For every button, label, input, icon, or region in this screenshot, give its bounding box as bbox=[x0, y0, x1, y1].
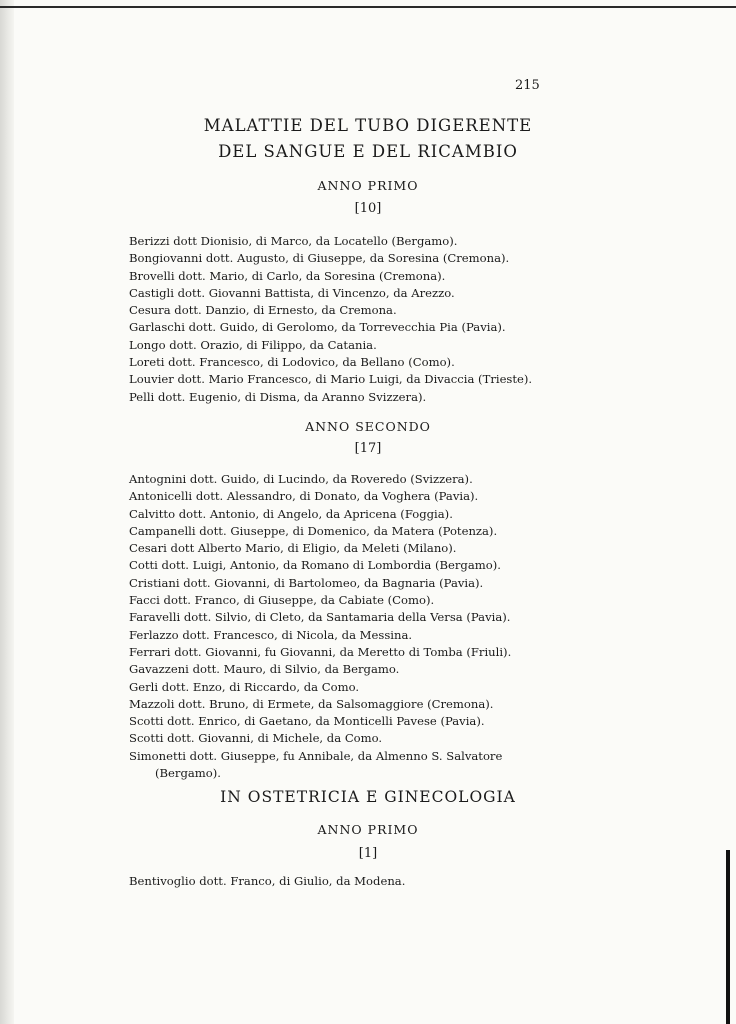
student-list-ostetricia bbox=[129, 873, 405, 890]
year-count-primo: [10] bbox=[354, 201, 382, 216]
year-count-secondo: [17] bbox=[354, 441, 382, 456]
list-item: Antonicelli dott. Alessandro, di Donato, da Voghera (Pavia). bbox=[129, 489, 479, 504]
list-item: Simonetti dott. Giuseppe, fu Annibale, da Almenno S. Salvatore bbox=[129, 748, 503, 763]
list-item: Cesura dott. Danzio, di Ernesto, da Cremona. bbox=[129, 303, 397, 318]
year-count-ostetricia: [1] bbox=[358, 846, 378, 861]
list-item: Pelli dott. Eugenio, di Disma, da Aranno Svizzera). bbox=[129, 389, 427, 404]
list-item-continuation: (Bergamo). bbox=[155, 766, 221, 780]
list-item: Longo dott. Orazio, di Filippo, da Catania. bbox=[129, 337, 377, 352]
list-item: Cristiani dott. Giovanni, di Bartolomeo, da Bagnaria (Pavia). bbox=[129, 575, 484, 590]
list-item: Antognini dott. Guido, di Lucindo, da Roveredo (Svizzera). bbox=[129, 472, 473, 486]
list-item: Castigli dott. Giovanni Battista, di Vincenzo, da Arezzo. bbox=[129, 285, 455, 300]
list-item: Louvier dott. Mario Francesco, di Mario Luigi, da Divaccia (Trieste). bbox=[129, 372, 533, 387]
list-item: Gavazzeni dott. Mauro, di Silvio, da Bergamo. bbox=[129, 662, 400, 677]
section-title-line1: MALATTIE DEL TUBO DIGERENTE bbox=[203, 116, 533, 135]
list-item: Berizzi dott Dionisio, di Marco, da Locatello (Bergamo). bbox=[129, 234, 458, 248]
list-item: Scotti dott. Giovanni, di Michele, da Como. bbox=[129, 731, 383, 746]
scan-top-line bbox=[0, 6, 736, 8]
list-item: Ferrari dott. Giovanni, fu Giovanni, da Meretto di Tomba (Friuli). bbox=[129, 644, 512, 659]
list-item: Loreti dott. Francesco, di Lodovico, da Bellano (Como). bbox=[129, 355, 455, 370]
student-list-secondo bbox=[129, 471, 511, 765]
list-item: Gerli dott. Enzo, di Riccardo, da Como. bbox=[129, 679, 360, 694]
list-item: Brovelli dott. Mario, di Carlo, da Soresina (Cremona). bbox=[129, 268, 446, 283]
list-item: Ferlazzo dott. Francesco, di Nicola, da Messina. bbox=[129, 627, 413, 642]
year-heading-ostetricia: ANNO PRIMO bbox=[317, 822, 419, 837]
list-item: Mazzoli dott. Bruno, di Ermete, da Salsomaggiore (Cremona). bbox=[129, 696, 494, 711]
scan-right-edge bbox=[726, 850, 730, 1024]
list-item: Bentivoglio dott. Franco, di Giulio, da Modena. bbox=[129, 874, 406, 888]
section-title-ostetricia: IN OSTETRICIA E GINECOLOGIA bbox=[220, 788, 516, 806]
list-item: Campanelli dott. Giuseppe, di Domenico, da Matera (Potenza). bbox=[129, 523, 498, 538]
section-title-line2: DEL SANGUE E DEL RICAMBIO bbox=[218, 142, 518, 161]
list-item: Facci dott. Franco, di Giuseppe, da Cabiate (Como). bbox=[129, 593, 435, 608]
list-item: Cesari dott Alberto Mario, di Eligio, da Meleti (Milano). bbox=[129, 541, 457, 556]
list-item: Faravelli dott. Silvio, di Cleto, da Santamaria della Versa (Pavia). bbox=[129, 610, 511, 625]
list-item: Calvitto dott. Antonio, di Angelo, da Apricena (Foggia). bbox=[129, 506, 453, 521]
list-item: Garlaschi dott. Guido, di Gerolomo, da Torrevecchia Pia (Pavia). bbox=[129, 320, 506, 335]
list-item: Bongiovanni dott. Augusto, di Giuseppe, da Soresina (Cremona). bbox=[129, 251, 510, 266]
page-number: 215 bbox=[515, 78, 540, 93]
list-item: Cotti dott. Luigi, Antonio, da Romano di Lombordia (Bergamo). bbox=[129, 558, 501, 573]
student-list-primo bbox=[129, 233, 532, 406]
year-heading-primo: ANNO PRIMO bbox=[317, 178, 419, 193]
list-item: Scotti dott. Enrico, di Gaetano, da Monticelli Pavese (Pavia). bbox=[129, 714, 485, 729]
year-heading-secondo: ANNO SECONDO bbox=[305, 419, 431, 434]
